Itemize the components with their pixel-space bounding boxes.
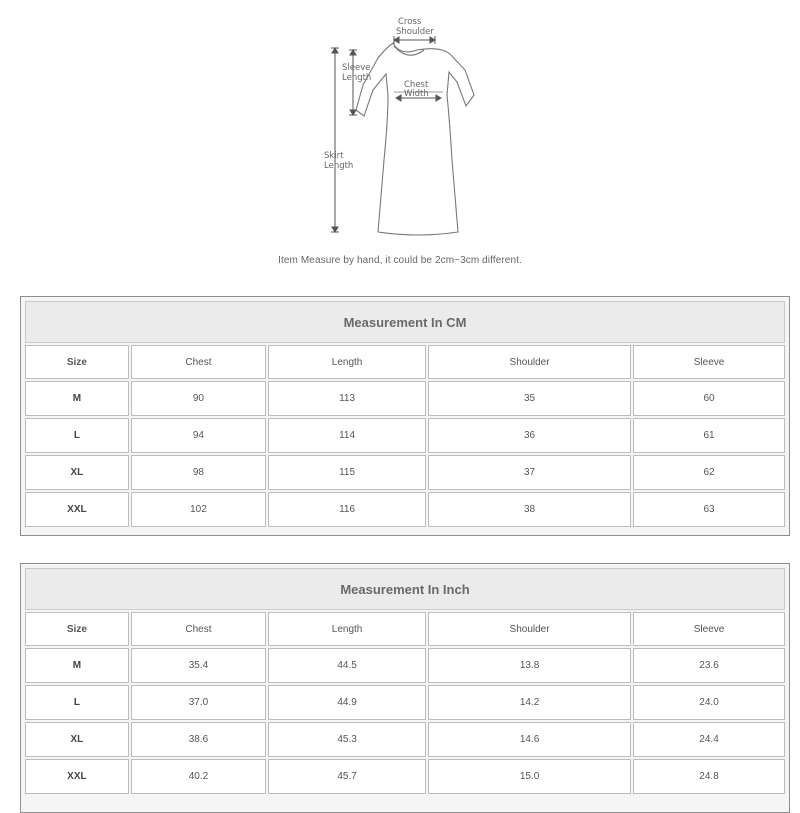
sleeve-cell: 62 (633, 455, 785, 490)
label-sleeve-length-2: Length (342, 73, 372, 83)
shoulder-cell: 35 (428, 381, 631, 416)
header-size: Size (25, 345, 129, 379)
shoulder-cell: 14.6 (428, 722, 631, 757)
sleeve-cell: 63 (633, 492, 785, 527)
size-cell: M (25, 381, 129, 416)
table-row (25, 381, 785, 416)
length-cell: 44.5 (268, 648, 426, 683)
size-cell: XL (25, 722, 129, 757)
table-title-inch: Measurement In Inch (25, 568, 785, 610)
shoulder-cell: 36 (428, 418, 631, 453)
label-sleeve-length-1: Sleeve (342, 63, 371, 73)
shoulder-cell: 13.8 (428, 648, 631, 683)
table-row (25, 492, 785, 527)
sleeve-cell: 61 (633, 418, 785, 453)
length-cell: 45.3 (268, 722, 426, 757)
header-sleeve: Sleeve (633, 345, 785, 379)
label-cross-shoulder-1: Cross (398, 17, 422, 27)
header-size: Size (25, 612, 129, 646)
chest-cell: 38.6 (131, 722, 266, 757)
header-chest: Chest (131, 612, 266, 646)
label-skirt-length-1: Skirt (324, 151, 344, 161)
length-cell: 115 (268, 455, 426, 490)
header-chest: Chest (131, 345, 266, 379)
length-cell: 114 (268, 418, 426, 453)
chest-cell: 40.2 (131, 759, 266, 794)
header-shoulder: Shoulder (428, 612, 631, 646)
table-row (25, 455, 785, 490)
measurement-table-inch (20, 563, 790, 813)
measurement-table-cm (20, 296, 790, 536)
chest-cell: 90 (131, 381, 266, 416)
table-row (25, 722, 785, 757)
size-cell: M (25, 648, 129, 683)
sleeve-cell: 60 (633, 381, 785, 416)
chest-cell: 37.0 (131, 685, 266, 720)
size-cell: XXL (25, 759, 129, 794)
table-row (25, 685, 785, 720)
length-cell: 44.9 (268, 685, 426, 720)
sleeve-cell: 24.4 (633, 722, 785, 757)
chest-cell: 94 (131, 418, 266, 453)
header-length: Length (268, 612, 426, 646)
size-table-cm (23, 299, 787, 529)
size-cell: L (25, 418, 129, 453)
label-skirt-length-2: Length (324, 161, 354, 171)
size-cell: XL (25, 455, 129, 490)
shoulder-cell: 37 (428, 455, 631, 490)
sleeve-cell: 23.6 (633, 648, 785, 683)
size-cell: L (25, 685, 129, 720)
sleeve-cell: 24.8 (633, 759, 785, 794)
label-chest-width-1: Chest (404, 80, 429, 90)
shoulder-cell: 15.0 (428, 759, 631, 794)
header-sleeve: Sleeve (633, 612, 785, 646)
measurement-note: Item Measure by hand, it could be 2cm~3cm different. (278, 255, 522, 266)
table-row (25, 759, 785, 794)
size-cell: XXL (25, 492, 129, 527)
chest-cell: 98 (131, 455, 266, 490)
dress-outline-illustration (300, 10, 500, 240)
length-cell: 116 (268, 492, 426, 527)
size-table-inch (23, 566, 787, 796)
label-chest-width-2: Width (404, 89, 429, 99)
length-cell: 113 (268, 381, 426, 416)
dress-measurement-diagram (300, 10, 500, 240)
length-cell: 45.7 (268, 759, 426, 794)
sleeve-cell: 24.0 (633, 685, 785, 720)
shoulder-cell: 38 (428, 492, 631, 527)
table-row (25, 418, 785, 453)
table-title-cm: Measurement In CM (25, 301, 785, 343)
dress-body-outline (356, 43, 474, 235)
header-shoulder: Shoulder (428, 345, 631, 379)
dress-neckline (394, 46, 424, 55)
chest-cell: 35.4 (131, 648, 266, 683)
chest-cell: 102 (131, 492, 266, 527)
shoulder-cell: 14.2 (428, 685, 631, 720)
table-row (25, 648, 785, 683)
header-length: Length (268, 345, 426, 379)
label-cross-shoulder-2: Shoulder (396, 27, 434, 37)
